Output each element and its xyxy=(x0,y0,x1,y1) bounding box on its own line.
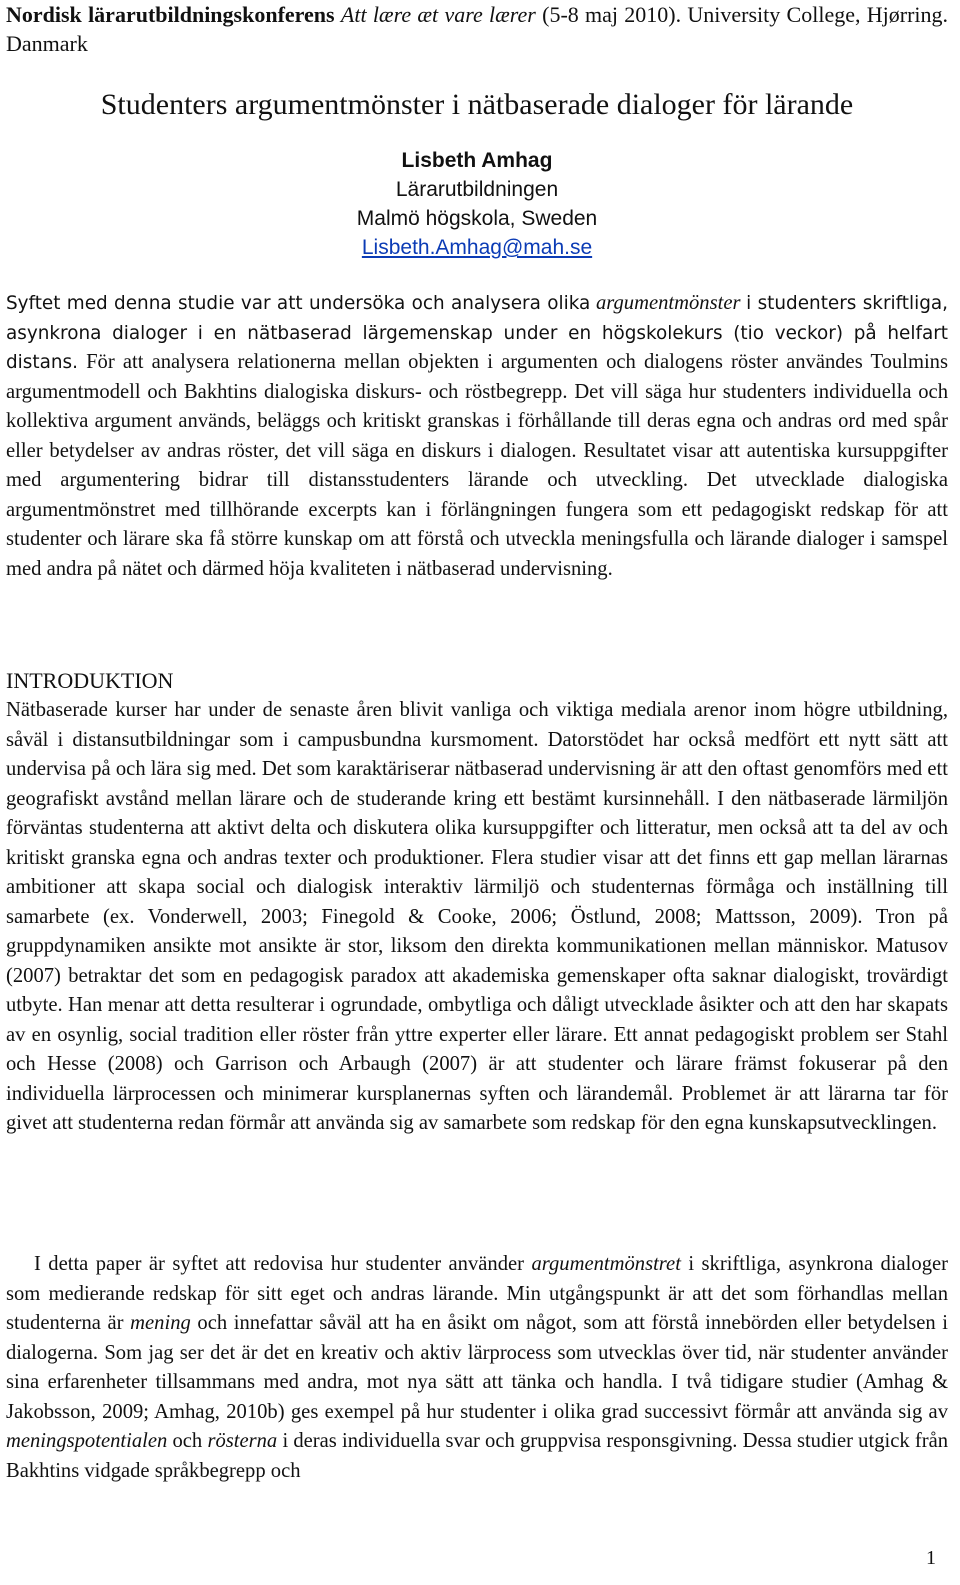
intro-p2-text-a: I detta paper är syftet att redovisa hur studenter använder xyxy=(34,1253,524,1275)
author-name: Lisbeth Amhag xyxy=(401,149,553,172)
document-page xyxy=(6,0,948,1585)
intro-p2-text-b: i skriftliga, asynkrona dialoger som medierande redskap för sitt eget och andras lärande. Min utgångspunkt är att det som förhandlas mellan studenterna är xyxy=(6,1253,948,1334)
abstract-text-2: i studenters skriftliga, asynkrona dialoger i en nätbaserad lärgemenskap under en högskolekurs (tio veckor) på helfart distans. xyxy=(6,293,948,373)
author-block xyxy=(6,146,948,262)
author-department: Lärarutbildningen xyxy=(395,178,559,201)
abstract-text-4: Det vill säga hur studenters individuella och kollektiva argument används, beläggs och kritiskt granskas i förhållande till deras egna och andras ord med spår eller betydelser av andras röster, det vill säga en diskurs i dialogen. xyxy=(6,380,948,462)
conference-name: Nordisk lärarutbildningskonferens xyxy=(6,2,335,27)
intro-p2-text-d: och xyxy=(172,1430,203,1452)
intro-p2-text-e: i deras individuella svar och gruppvisa responsgivning. Dessa studier utgick från Bakhtins vidgade språkbegrepp och xyxy=(6,1430,949,1482)
intro-paragraph-2 xyxy=(6,1250,948,1486)
author-institution: Malmö högskola, Sweden xyxy=(356,207,598,230)
conference-theme: Att lære æt vare lærer xyxy=(340,2,536,27)
page-number: 1 xyxy=(926,1547,936,1569)
intro-p2-italic-4: rösterna xyxy=(207,1430,278,1452)
abstract xyxy=(6,289,948,584)
abstract-italic-term: argumentmönster xyxy=(595,292,741,314)
intro-p2-text-c: och innefattar såväl att ha en åsikt om något, som att förstå innebörden eller betydelsen i dialogerna. Som jag ser det är det en kreativ och aktiv lärprocess som utvecklas över tid, när studenter använder sina erfarenheter tillsammans med andra, mot nya sätt att tänka och handla. I två tidigare studier (Amhag & Jakobsson, 2009; Amhag, 2010b) ges exempel på hur studenter i olika grad successivt förmår att använda sig av xyxy=(6,1312,948,1423)
intro-p2-italic-2: mening xyxy=(130,1312,191,1334)
abstract-text-3: För att analysera relationerna mellan objekten i argumenten och dialogens röster användes Toulmins argumentmodell och Bakhtins dialogiska diskurs- och röstbegrepp. xyxy=(6,351,948,403)
intro-p2-italic-3: meningspotentialen xyxy=(6,1430,168,1452)
intro-p2-italic-1: argumentmönstret xyxy=(531,1253,681,1275)
abstract-text-5: Resultatet visar att autentiska kursuppgifter med argumentering bidrar till distansstudenters lärande och utveckling. Det utvecklade dialogiska argumentmönstret med tillhörande excerpts kan i förlängningen fungera som ett pedagogiskt redskap för att studenter och lärare ska få större kunskap om att förstå och utveckla meningsfulla och lärande dialoger i samspel med andra på nätet och därmed höja kvaliteten i nätbaserad undervisning. xyxy=(6,439,948,580)
paper-title: Studenters argumentmönster i nätbaserade dialoger för lärande xyxy=(100,88,854,121)
conference-header xyxy=(6,0,948,58)
author-email-link[interactable]: Lisbeth.Amhag@mah.se xyxy=(361,236,593,259)
intro-paragraph-1: Nätbaserade kurser har under de senaste åren blivit vanliga och viktiga mediala arenor inom högre utbildning, såväl i distansutbildningar som i campusbundna kursmoment. Datorstödet har också medfört ett nytt sätt att undervisa på och lära sig med. Det som karaktäriserar nätbaserad undervisning är att den oftast genomförs med ett geografiskt avstånd mellan lärare och de studerande kring ett bestämt kursinnehåll. I den nätbaserade lärmiljön förväntas studenterna att aktivt delta och diskutera olika kursuppgifter och litteratur, men också att ta del av och kritiskt granska egna och andras texter och produktioner. Flera studier visar att det finns ett gap mellan lärarnas ambitioner att skapa social och dialogisk interaktiv lärmiljö och studenternas förmåga och inställning till samarbete (ex. Vonderwell, 2003; Finegold & Cooke, 2006; Östlund, 2008; Mattsson, 2009). Tron på gruppdynamiken ansikte mot ansikte är stor, liksom den direkta kommunikationen mellan människor. Matusov (2007) betraktar det som en pedagogisk paradox att akademiska gemenskaper ofta saknar dialogiskt, trovärdigt utbyte. Han menar att detta resulterar i ogrundade, ombytliga och dåligt utvecklade åsikter och att den har skapats av en osynlig, social tradition eller röster från yttre experter eller lärare. Ett annat pedagogiskt problem ser Stahl och Hesse (2008) och Garrison och Arbaugh (2007) är att studenter och lärare främst fokuserar på den individuella lärprocessen och minimerar kursplanernas syften och lärandemål. Problemet är att lärarna tar för givet att studenterna redan förmår att använda sig av samarbete som redskap för den egna kunskapsutvecklingen. xyxy=(6,699,948,1134)
conference-details: (5-8 maj 2010). University College, Hjørring. Danmark xyxy=(6,2,949,56)
section-heading: INTRODUKTION xyxy=(6,668,174,693)
abstract-text-1: Syftet med denna studie var att undersöka och analysera olika xyxy=(6,293,591,314)
